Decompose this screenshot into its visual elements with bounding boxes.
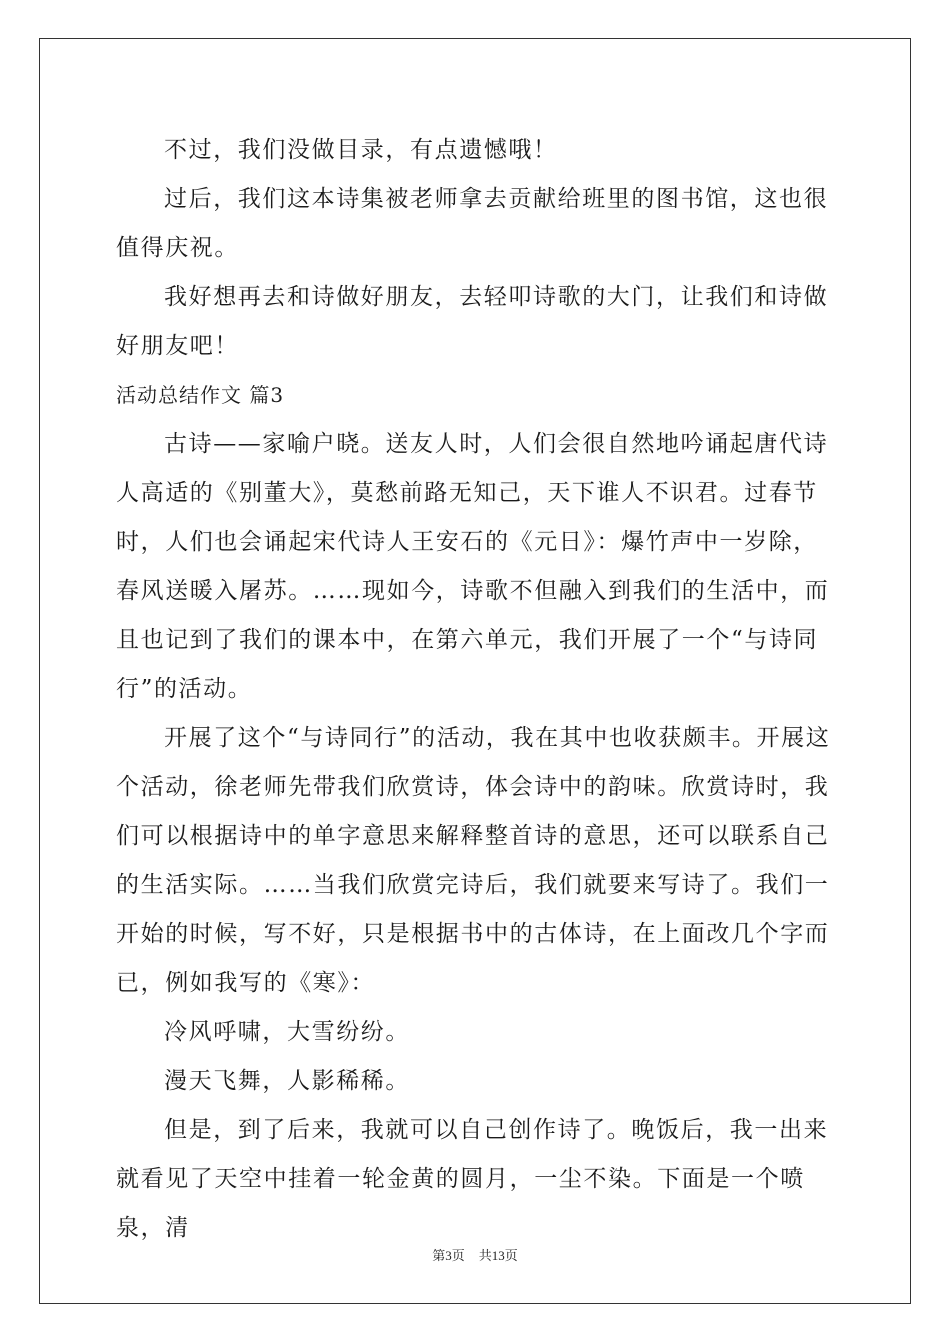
page-footer <box>0 1245 950 1264</box>
paragraph: 古诗——家喻户晓。送友人时，人们会很自然地吟诵起唐代诗人高适的《别董大》，莫愁前路无知己，天下谁人不识君。过春节时，人们也会诵起宋代诗人王安石的《元日》：爆竹声中一岁除，春风送暖入屠苏。……现如今，诗歌不但融入到我们的生活中，而且也记到了我们的课本中，在第六单元，我们开展了一个“与诗同行”的活动。 <box>116 431 830 702</box>
section-heading: 活动总结作文 篇3 <box>116 383 285 407</box>
paragraph: 不过，我们没做目录，有点遗憾哦！ <box>164 137 558 163</box>
paragraph: 开展了这个“与诗同行”的活动，我在其中也收获颇丰。开展这个活动，徐老师先带我们欣赏诗，体会诗中的韵味。欣赏诗时，我们可以根据诗中的单字意思来解释整首诗的意思，还可以联系自己的生活实际。……当我们欣赏完诗后，我们就要来写诗了。我们一开始的时候，写不好，只是根据书中的古体诗，在上面改几个字而已，例如我写的《寒》： <box>116 725 831 996</box>
poem-line: 漫天飞舞，人影稀稀。 <box>164 1068 410 1094</box>
poem-line: 冷风呼啸，大雪纷纷。 <box>164 1019 410 1045</box>
page-total: 共13页 <box>478 1248 518 1263</box>
paragraph: 我好想再去和诗做好朋友，去轻叩诗歌的大门，让我们和诗做好朋友吧！ <box>116 284 829 359</box>
paragraph: 但是，到了后来，我就可以自己创作诗了。晚饭后，我一出来就看见了天空中挂着一轮金黄的圆月，一尘不染。下面是一个喷泉，清 <box>116 1117 829 1241</box>
page-number: 第3页 <box>432 1248 465 1263</box>
paragraph: 过后，我们这本诗集被老师拿去贡献给班里的图书馆，这也很值得庆祝。 <box>116 186 829 261</box>
document-body <box>116 126 836 1253</box>
